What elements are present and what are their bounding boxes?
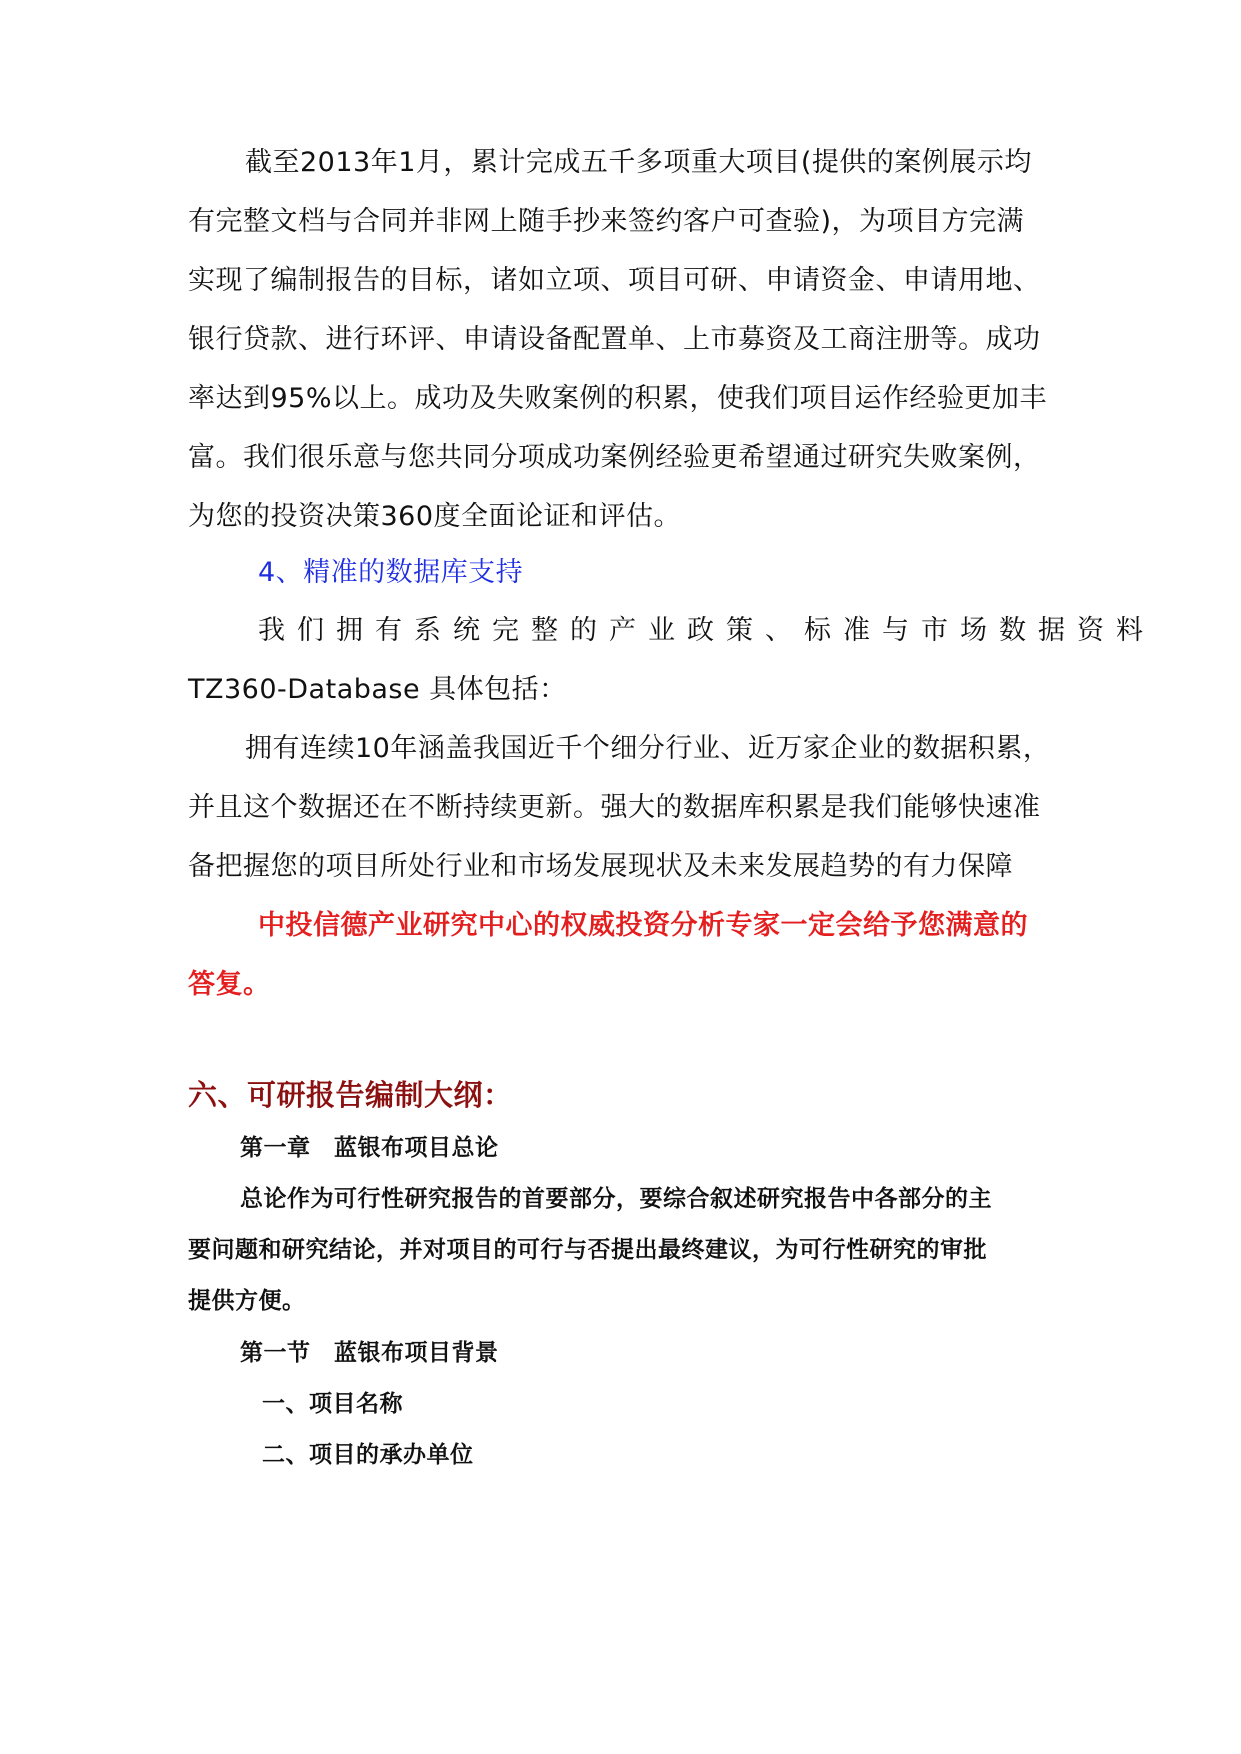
summary-line: 总论作为可行性研究报告的首要部分，要综合叙述研究报告中各部分的主 [240,1186,992,1212]
paragraph-line: 实现了编制报告的目标，诸如立项、项目可研、申请资金、申请用地、 [188,265,1041,296]
paragraph-line: 拥有连续10年涵盖我国近千个细分行业、近万家企业的数据积累， [245,733,1051,764]
paragraph-line: 有完整文档与合同并非网上随手抄来签约客户可查验)，为项目方完满 [188,206,1025,237]
section-title: 4、精准的数据库支持 [258,557,524,588]
paragraph-line: 银行贷款、进行环评、申请设备配置单、上市募资及工商注册等。成功 [188,324,1041,355]
paragraph-line: 并且这个数据还在不断持续更新。强大的数据库积累是我们能够快速准 [188,792,1041,823]
paragraph-line: 率达到95%以上。成功及失败案例的积累，使我们项目运作经验更加丰 [188,383,1048,414]
highlight-line: 答复。 [188,969,271,1000]
summary-line: 要问题和研究结论，并对项目的可行与否提出最终建议，为可行性研究的审批 [188,1237,987,1263]
paragraph-line: 备把握您的项目所处行业和市场发展现状及未来发展趋势的有力保障 [188,851,1013,882]
paragraph-line: 为您的投资决策360度全面论证和评估。 [188,501,682,532]
summary-line: 提供方便。 [188,1288,306,1314]
paragraph-line: TZ360-Database 具体包括： [188,674,567,705]
section-title: 第一节 蓝银布项目背景 [240,1340,499,1366]
outline-item: 一、项目名称 [262,1391,403,1417]
outline-heading: 六、可研报告编制大纲： [188,1078,513,1112]
paragraph-line: 截至2013年1月，累计完成五千多项重大项目(提供的案例展示均 [245,147,1032,178]
chapter-title: 第一章 蓝银布项目总论 [240,1135,499,1161]
highlight-line: 中投信德产业研究中心的权威投资分析专家一定会给予您满意的 [258,910,1028,941]
paragraph-line: 我们拥有系统完整的产业政策、标准与市场数据资料 [258,615,1155,646]
paragraph-line: 富。我们很乐意与您共同分项成功案例经验更希望通过研究失败案例， [188,442,1041,473]
outline-item: 二、项目的承办单位 [262,1442,474,1468]
